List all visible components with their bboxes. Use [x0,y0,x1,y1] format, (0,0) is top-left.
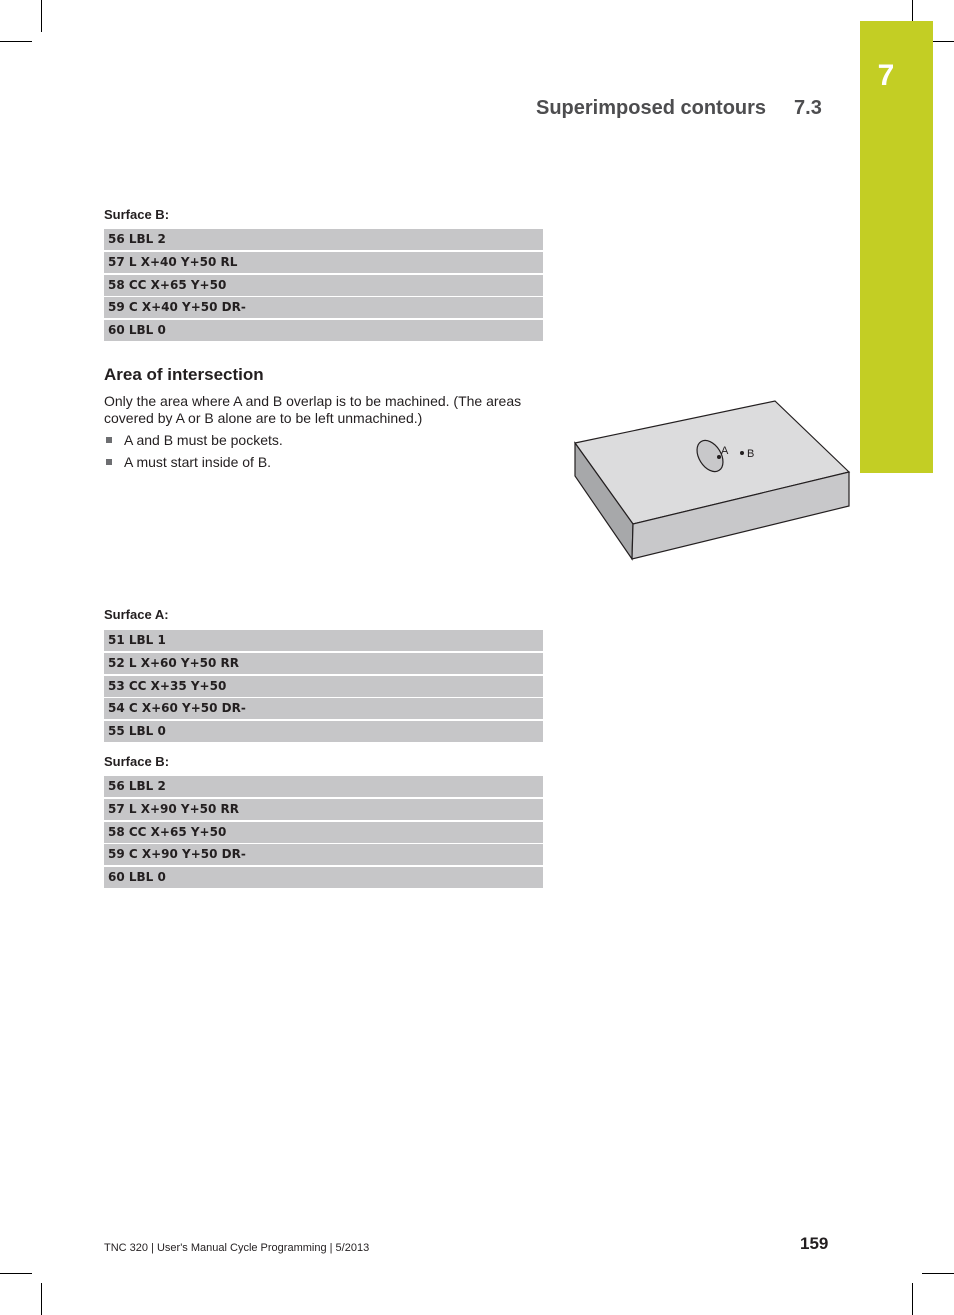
surface-a-label: Surface A: [104,607,169,622]
label-b: B [747,448,755,460]
crop-mark [41,0,42,32]
label-a: A [721,445,729,457]
bullet-text: A must start inside of B. [124,454,272,470]
crop-mark [912,1283,913,1315]
code-row: 60 LBL 0 [104,867,543,888]
code-row: 52 L X+60 Y+50 RR [104,653,543,674]
crop-mark [41,1283,42,1315]
code-row: 53 CC X+35 Y+50 [104,676,543,697]
chapter-number: 7 [877,59,895,92]
crop-mark [0,1273,32,1274]
intro-paragraph: Only the area where A and B overlap is to be machined. (The areas covered by A or B alone are to be left unmachined.) [104,393,522,426]
surface-a-code-table [104,630,543,744]
surface-b-code-table [104,776,543,890]
page-number: 159 [800,1234,829,1253]
workpiece-figure [572,398,852,563]
bullet-icon [106,437,112,443]
code-row: 57 L X+40 Y+50 RL [104,252,543,273]
crop-mark [0,41,32,42]
code-row: 51 LBL 1 [104,630,543,651]
code-row: 58 CC X+65 Y+50 [104,275,543,296]
point-b-dot [740,451,744,455]
bullet-text: A and B must be pockets. [124,432,283,448]
code-row: 58 CC X+65 Y+50 [104,822,543,843]
bullet-item [104,432,283,449]
code-row: 59 C X+90 Y+50 DR- [104,844,543,865]
crop-mark [922,1273,954,1274]
surface-b-code-table [104,229,543,343]
section-title: Superimposed contours [536,97,767,119]
bullet-icon [106,459,112,465]
footer-text: TNC 320 | User's Manual Cycle Programming | 5/2013 [104,1242,370,1254]
code-row: 55 LBL 0 [104,721,543,742]
code-row: 54 C X+60 Y+50 DR- [104,698,543,719]
code-row: 57 L X+90 Y+50 RR [104,799,543,820]
surface-b-label: Surface B: [104,754,170,769]
code-row: 59 C X+40 Y+50 DR- [104,297,543,318]
section-heading: Area of intersection [104,365,264,384]
surface-b-label: Surface B: [104,207,170,222]
code-row: 56 LBL 2 [104,229,543,250]
section-number: 7.3 [794,97,822,119]
section-header [536,97,822,120]
code-row: 60 LBL 0 [104,320,543,341]
code-row: 56 LBL 2 [104,776,543,797]
bullet-item [104,454,271,471]
